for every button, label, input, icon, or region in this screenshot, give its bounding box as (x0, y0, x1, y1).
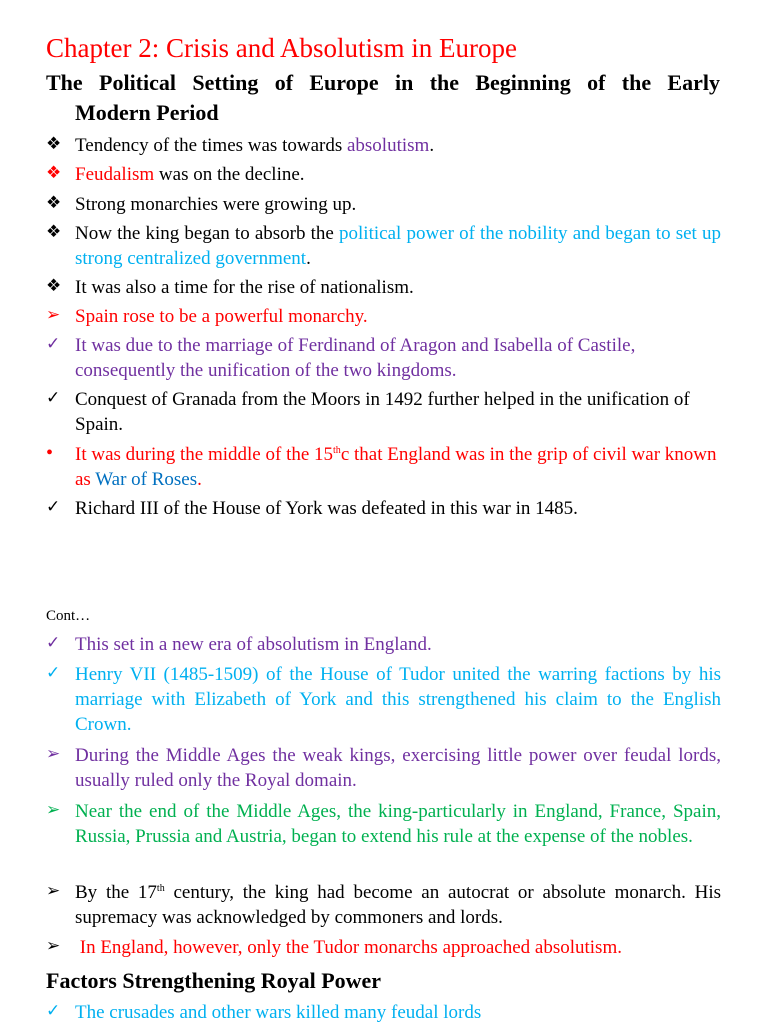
item-text: century, the king had become an autocrat or absolute monarch. His supremacy was acknowledged by commoners and lords. (75, 882, 721, 928)
item-text: Tendency of the times was towards (75, 135, 347, 156)
arrow-bullet-icon: ➢ (46, 305, 61, 324)
item-text: Spain rose to be a powerful monarchy. (75, 306, 368, 327)
diamond-bullet-icon: ❖ (46, 163, 62, 182)
checkmark-bullet-icon: ✓ (46, 663, 61, 682)
diamond-bullet-icon: ❖ (46, 134, 62, 153)
list-item (46, 275, 721, 300)
list-item (46, 221, 721, 271)
section-title-line1: The Political Setting of Europe in the Beginning of the Early (46, 70, 720, 95)
chapter-title: Chapter 2: Crisis and Absolutism in Europe (46, 33, 517, 63)
item-text: Strong monarchies were growing up. (75, 194, 357, 215)
highlight-text: Feudalism (75, 164, 155, 185)
item-text: . (197, 469, 202, 490)
section-title-line2: Modern Period (75, 100, 219, 125)
item-text: was on the decline. (154, 164, 305, 185)
checkmark-bullet-icon: ✓ (46, 388, 61, 407)
item-text: . (429, 135, 435, 156)
highlight-text: political power of the nobility and began to set up strong centralized government (75, 223, 721, 269)
list-item (46, 935, 721, 960)
item-text: . (306, 248, 311, 269)
item-text: It was due to the marriage of Ferdinand of Aragon and Isabella of Castile, consequently the unification of the two kingdoms. (75, 335, 636, 381)
list-item (46, 880, 721, 930)
section-title (46, 68, 720, 128)
item-text: It was during the middle of the 15 (75, 444, 334, 465)
arrow-bullet-icon: ➢ (46, 800, 61, 819)
list-item (46, 632, 721, 657)
item-text: During the Middle Ages the weak kings, exercising little power over feudal lords, usually ruled only the Royal domain. (75, 745, 721, 791)
checkmark-bullet-icon: ✓ (46, 633, 61, 652)
item-text: The crusades and other wars killed many feudal lords (75, 1002, 482, 1023)
highlight-text: War of Roses (95, 469, 198, 490)
checkmark-bullet-icon: ✓ (46, 1001, 61, 1020)
diamond-bullet-icon: ❖ (46, 193, 62, 212)
list-item (46, 387, 721, 437)
list-item (46, 192, 721, 217)
item-text: Henry VII (1485-1509) of the House of Tudor united the warring factions by his marriage with Elizabeth of York and this strengthened his claim to the English Crown. (75, 664, 721, 735)
list-item (46, 304, 721, 329)
list-item (46, 496, 721, 521)
item-text: In England, however, only the Tudor monarchs approached absolutism. (75, 937, 622, 958)
diamond-bullet-icon: ❖ (46, 276, 62, 295)
arrow-bullet-icon: ➢ (46, 744, 61, 763)
arrow-bullet-icon: ➢ (46, 936, 61, 955)
superscript: th (333, 445, 341, 456)
item-text: It was also a time for the rise of nationalism. (75, 277, 414, 298)
checkmark-bullet-icon: ✓ (46, 334, 61, 353)
arrow-bullet-icon: ➢ (46, 881, 61, 900)
dot-bullet-icon: • (46, 442, 54, 464)
item-text: c that England was in the grip of civil war known as (75, 444, 717, 490)
item-text: Near the end of the Middle Ages, the king-particularly in England, France, Spain, Russia, Prussia and Austria, began to extend his rule at the expense of the nobles. (75, 801, 721, 847)
list-item (46, 333, 721, 383)
highlight-text: absolutism (346, 135, 430, 156)
item-text: Now the king began to absorb the (75, 223, 340, 244)
continuation-label: Cont… (46, 608, 91, 624)
item-text: This set in a new era of absolutism in England. (75, 634, 432, 655)
item-text: Conquest of Granada from the Moors in 1492 further helped in the unification of Spain. (75, 389, 690, 435)
section-title-2: Factors Strengthening Royal Power (46, 968, 382, 993)
list-item (46, 442, 721, 492)
list-item (46, 133, 721, 158)
list-item (46, 662, 721, 737)
diamond-bullet-icon: ❖ (46, 222, 62, 241)
list-item (46, 743, 721, 793)
superscript: th (156, 883, 165, 894)
checkmark-bullet-icon: ✓ (46, 497, 61, 516)
list-item (46, 1000, 721, 1025)
list-item (46, 162, 721, 187)
item-text: By the 17 (75, 882, 157, 903)
list-item (46, 799, 721, 849)
item-text: Richard III of the House of York was defeated in this war in 1485. (75, 498, 578, 519)
